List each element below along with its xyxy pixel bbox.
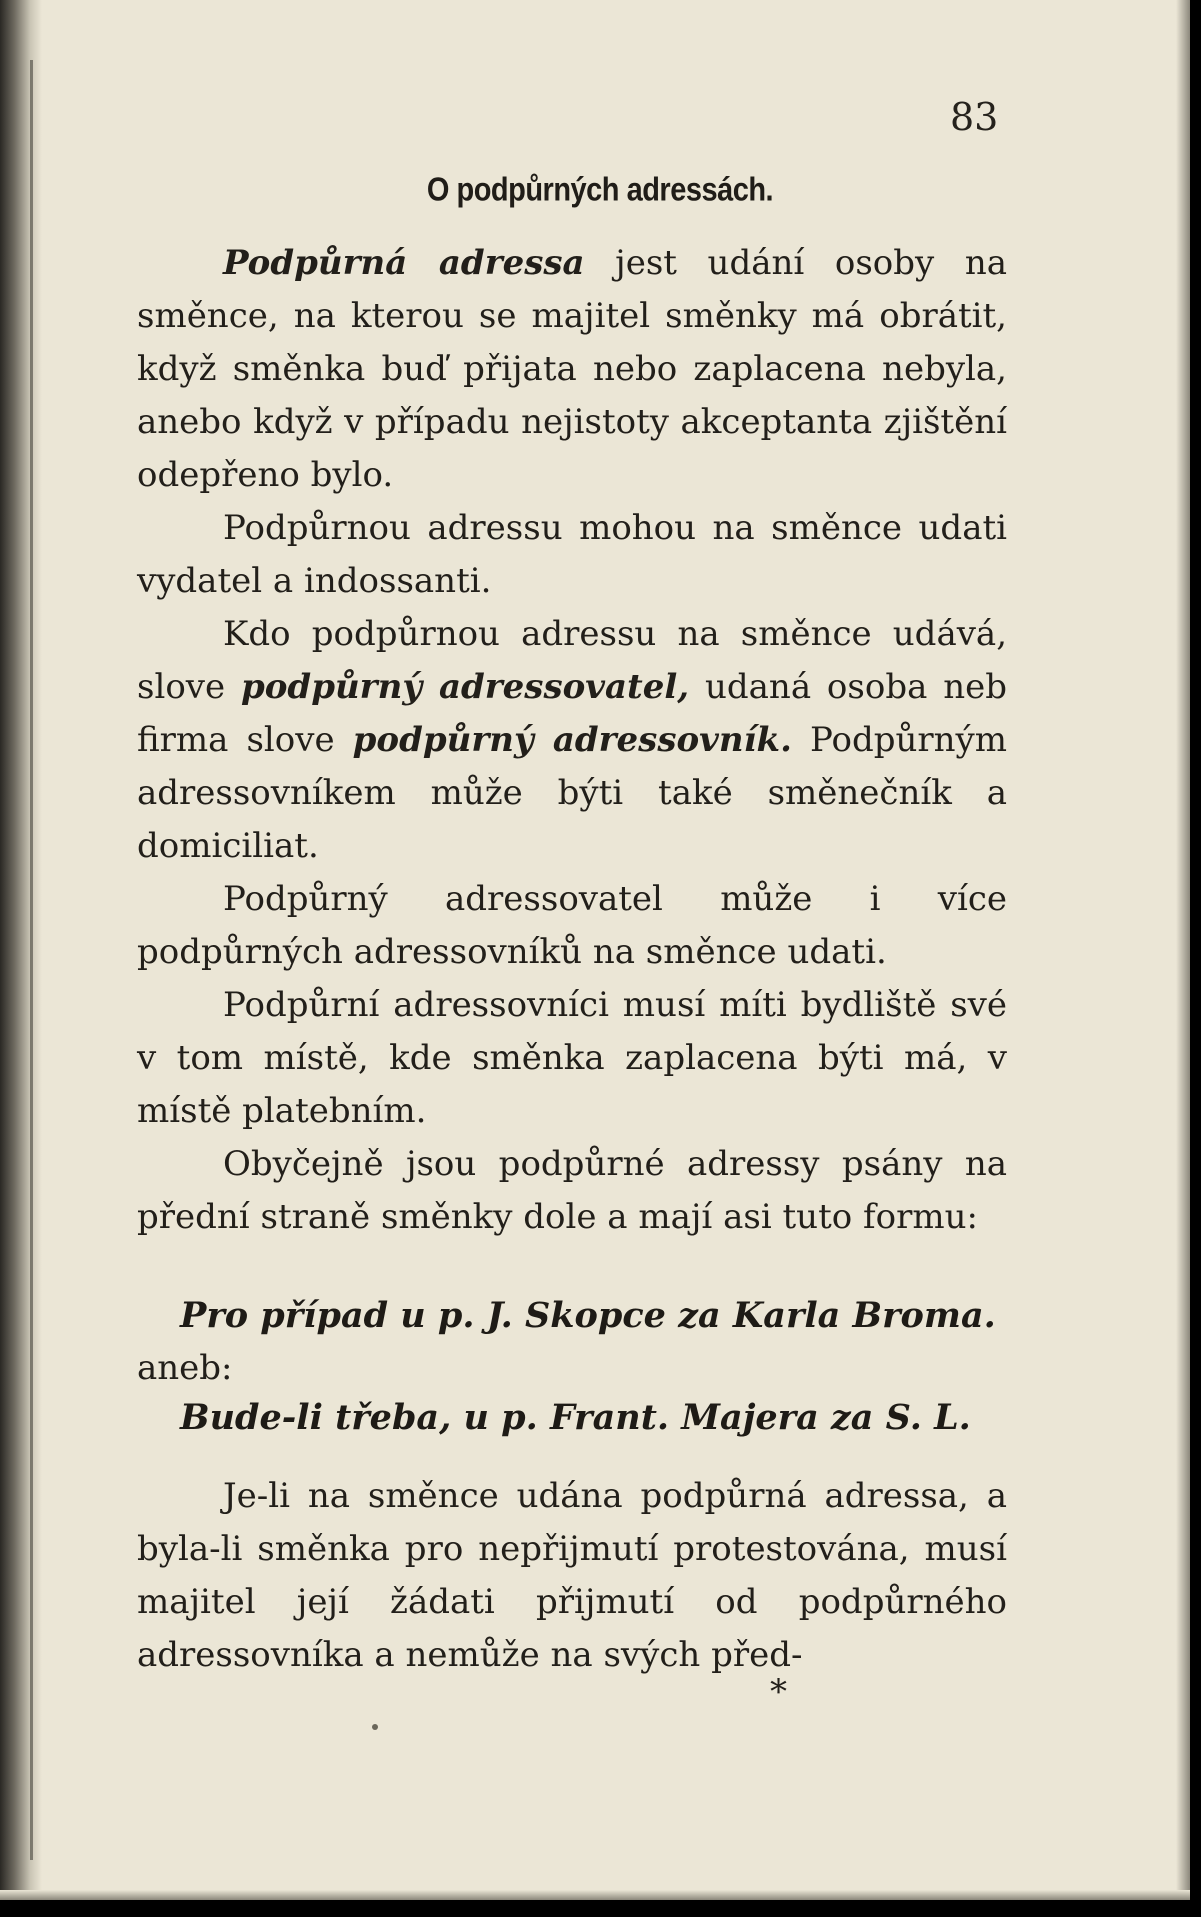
paragraph-1-text: jest udání osoby na směnce, na kterou se majitel směnky má obrátit, když směnka buď přijata nebo zaplacena nebyla, anebo když v případu nejistoty akceptanta zjištění odepřeno bylo. <box>137 243 1007 495</box>
paragraph-3-text-c: Podpůrným adressovníkem může býti také směnečník a domiciliat. <box>137 720 1007 866</box>
binding-shadow <box>0 0 42 1900</box>
page-edge-right <box>1176 0 1190 1900</box>
term-adressovnik: podpůrný adressovník. <box>352 720 792 760</box>
term-podpurna-adressa: Podpůrná adressa <box>223 243 585 283</box>
ink-speck <box>372 1724 378 1730</box>
paragraph-3-text-b: udaná osoba neb firma slove <box>137 667 1007 760</box>
paragraph-4: Podpůrný adressovatel může i více podpůrných adressovníků na směnce udati. <box>137 879 1007 972</box>
gutter-line <box>30 60 33 1860</box>
page-edge-bottom <box>0 1890 1190 1900</box>
example-line-1: Pro případ u p. J. Skopce za Karla Broma. <box>180 1295 996 1336</box>
term-adressovatel: podpůrný adressovatel, <box>240 667 690 707</box>
signature-mark: * <box>770 1672 787 1712</box>
page-number: 83 <box>950 95 999 139</box>
example-line-2: Bude-li třeba, u p. Frant. Majera za S. L. <box>180 1397 971 1438</box>
paragraph-7: Je-li na směnce udána podpůrná adressa, a byla-li směnka pro nepřijmutí protestována, musí majitel její žádati přijmutí od podpůrného adressovníka a nemůže na svých před- <box>137 1476 1007 1675</box>
paragraph-3 <box>137 608 1007 873</box>
body-text-lower <box>137 1470 1007 1682</box>
paragraph-5: Podpůrní adressovníci musí míti bydliště své v tom místě, kde směnka zaplacena býti má, v místě platebním. <box>137 985 1007 1131</box>
or-word: aneb: <box>137 1348 233 1388</box>
paragraph-1 <box>137 237 1007 502</box>
body-text-upper <box>137 237 1007 1244</box>
paragraph-6: Obyčejně jsou podpůrné adressy psány na přední straně směnky dole a mají asi tuto formu: <box>137 1144 1007 1237</box>
paragraph-3-text-a: Kdo podpůrnou adressu na směnce udává, slove <box>137 614 1007 707</box>
paragraph-2: Podpůrnou adressu mohou na směnce udati vydatel a indossanti. <box>137 508 1007 601</box>
section-heading: O podpůrných adressách. <box>426 171 774 209</box>
